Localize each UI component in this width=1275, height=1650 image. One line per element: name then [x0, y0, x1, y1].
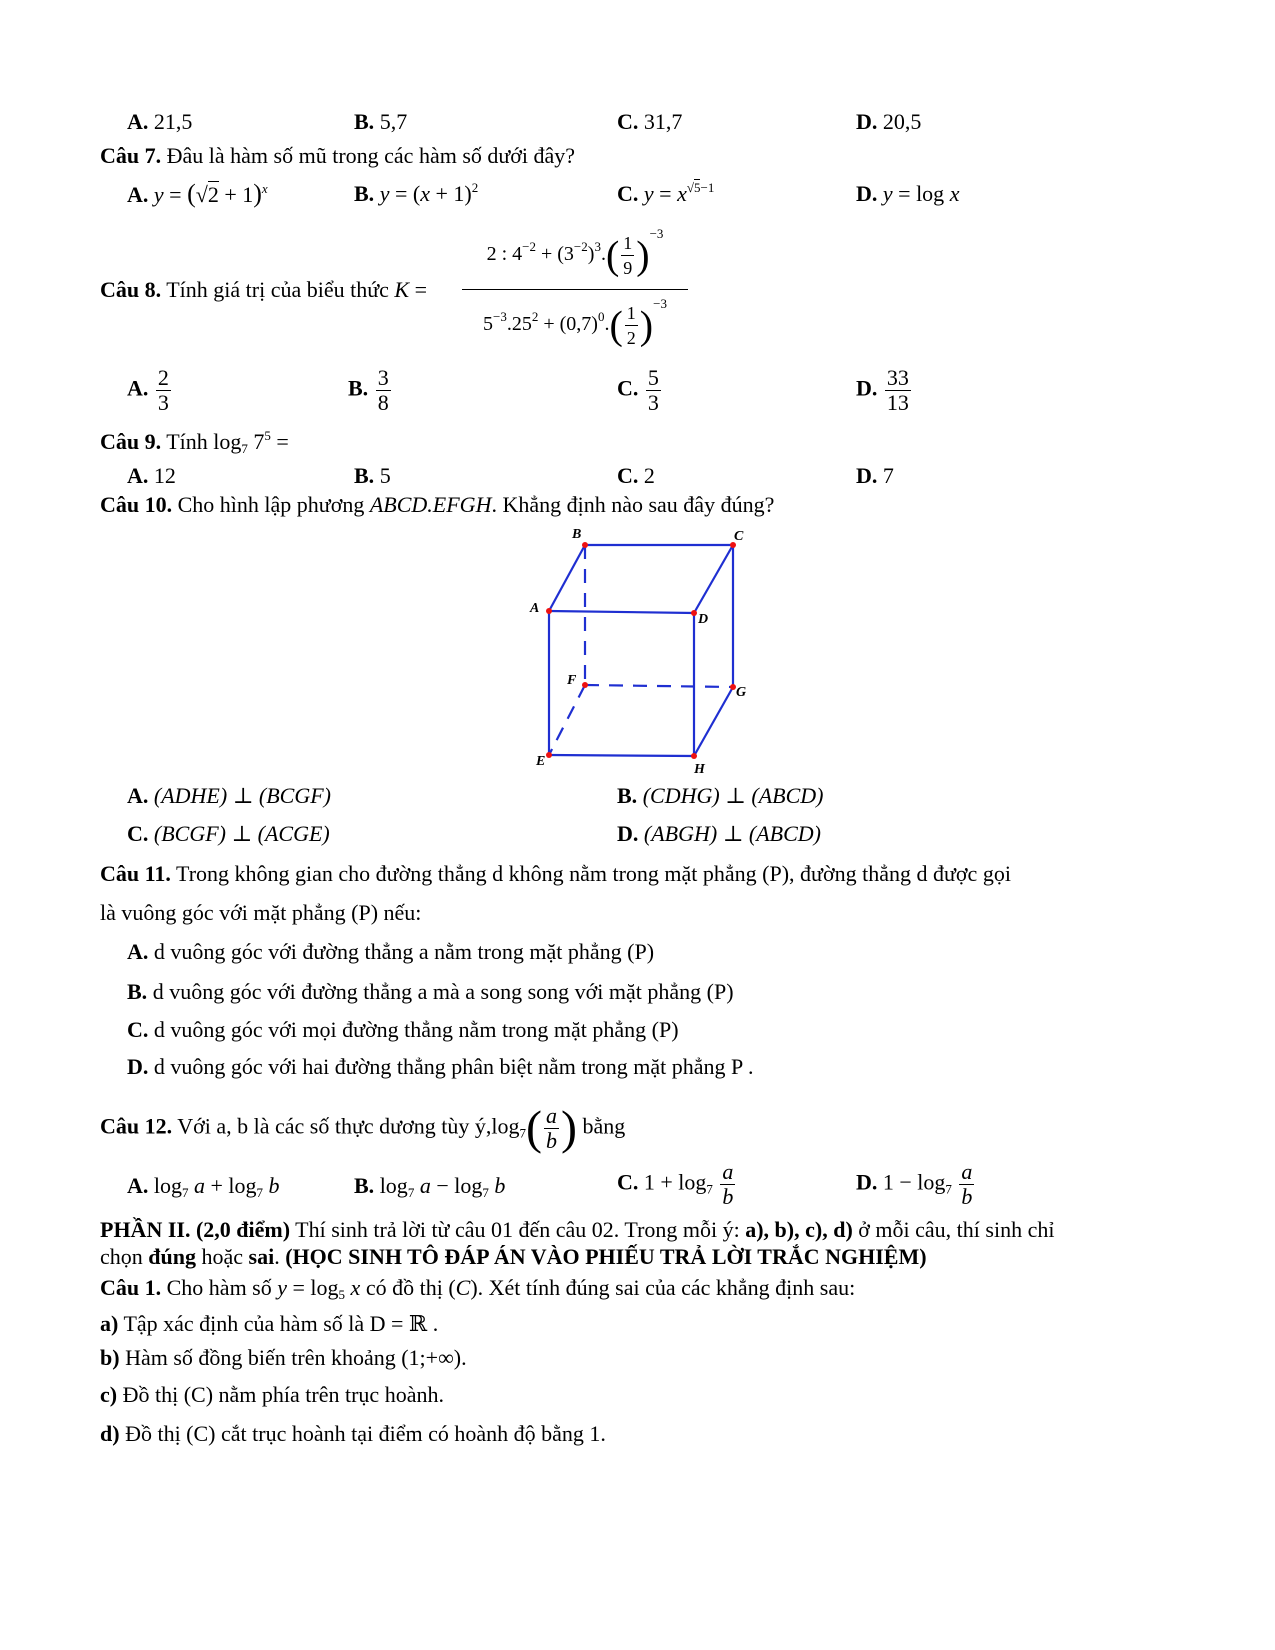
edge-AD: [549, 611, 694, 613]
q8-denominator: $5^{-3}.25^2 + (0,7)^0$.( $\frac{1}{2}$ )$^{-3}$: [483, 296, 667, 348]
q8-option-b: B. $\frac{3}{8}$: [348, 365, 389, 415]
q10-stem: Câu 10. Cho hình lập phương ABCD.EFGH. Khẳng định nào sau đây đúng?: [100, 492, 775, 517]
q12-option-c: C. $1 + \log_7$ $\frac{a}{b}$: [617, 1159, 734, 1209]
q11-option-d: D. d vuông góc với hai đường thẳng phân biệt nằm trong mặt phẳng P .: [127, 1054, 754, 1079]
q9-stem: Câu 9. Tính $\log_7 7^5$ =: [100, 428, 289, 456]
q10-option-b: B. (CDHG) ⊥ (ABCD): [617, 783, 824, 808]
q7-option-a: A. $y = (√2 + 1)^x$: [127, 179, 268, 208]
q10-shape-name: ABCD.EFGH: [369, 492, 492, 517]
part2-header-line2: chọn đúng hoặc sai. (HỌC SINH TÔ ĐÁP ÁN VÀO PHIẾU TRẢ LỜI TRẮC NGHIỆM): [100, 1244, 927, 1269]
vertex-H-dot: [691, 753, 697, 759]
q11-option-a: A. d vuông góc với đường thẳng a nằm trong mặt phẳng (P): [127, 939, 655, 964]
edge-HG: [694, 687, 733, 756]
q6-option-b-value: 5,7: [379, 109, 408, 134]
q10-label: Câu 10.: [100, 492, 173, 517]
q11-stem-line1: [100, 860, 1011, 888]
q12-label: Câu 12.: [100, 1113, 173, 1139]
vertex-E-label: E: [536, 754, 546, 769]
q7-text: Đâu là hàm số mũ trong các hàm số dưới đây?: [166, 143, 576, 168]
part2-header-line1: PHẦN II. (2,0 điểm) Thí sinh trả lời từ câu 01 đến câu 02. Trong mỗi ý: a), b), c), d) ở mỗi câu, thí sinh chỉ: [100, 1217, 1055, 1242]
p2q1-label: Câu 1.: [100, 1275, 162, 1300]
edge-AB: [549, 545, 585, 611]
q12-option-b: B. $\log_7 a - \log_7 b$: [354, 1173, 506, 1200]
p2q1-item-d: d) Đồ thị (C) cắt trục hoành tại điểm có hoành độ bằng 1.: [100, 1421, 606, 1446]
part2-instruction: (HỌC SINH TÔ ĐÁP ÁN VÀO PHIẾU TRẢ LỜI TRẮC NGHIỆM): [285, 1244, 927, 1269]
p2q1-item-b: b) Hàm số đồng biến trên khoảng (1;+∞).: [100, 1345, 467, 1370]
q7-option-c: C. $y = x^{√5-1}$: [617, 180, 715, 206]
q8-text: Tính giá trị của biểu thức: [166, 277, 389, 302]
q6-option-d: D. 20,5: [856, 109, 922, 134]
q6-option-d-value: 20,5: [882, 109, 922, 134]
edge-FG-hidden: [585, 685, 733, 687]
vertex-B-dot: [582, 542, 588, 548]
vertex-G-label: G: [736, 685, 747, 700]
p2q1-item-c: c) Đồ thị (C) nằm phía trên trục hoành.: [100, 1382, 444, 1407]
q9-text: Tính: [166, 429, 208, 454]
q12-stem: Câu 12. Với a, b là các số thực dương tùy $ý,\log_7$( $\frac{a}{b}$ ) bằng: [100, 1101, 626, 1155]
vertex-E-dot: [546, 752, 552, 758]
vertex-A-dot: [546, 608, 552, 614]
q12-option-d: D. $1 - \log_7$ $\frac{a}{b}$: [856, 1159, 973, 1209]
q9-label: Câu 9.: [100, 429, 162, 454]
q12-option-a: A. $\log_7 a + \log_7 b$: [127, 1173, 280, 1200]
q7-option-b: B. $y = (x + 1)^2$: [354, 180, 479, 206]
q9-option-b: B. 5: [354, 463, 391, 488]
vertex-B-label: B: [572, 527, 582, 542]
q9-option-c: C. 2: [617, 463, 655, 488]
edge-FE-hidden: [549, 685, 585, 755]
q8-numerator: 2 : $4^{-2} + (3^{-2})^3$.( $\frac{1}{9}$ )$^{-3}$: [486, 226, 664, 278]
q9-option-d: D. 7: [856, 463, 894, 488]
p2q1-item-a: a) Tập xác định của hàm số là D = ℝ .: [100, 1311, 439, 1336]
q6-option-c: C. 31,7: [617, 109, 683, 134]
q7-option-d: D. y = log x: [856, 181, 960, 206]
cube-diagram: [520, 522, 760, 778]
q11-option-c: C. d vuông góc với mọi đường thẳng nằm trong mặt phẳng (P): [127, 1017, 679, 1042]
q8-option-d: D. $\frac{33}{13}$: [856, 365, 909, 415]
q6-option-a: A. 21,5: [127, 109, 193, 134]
vertex-F-dot: [582, 682, 588, 688]
vertex-A-label: A: [530, 601, 540, 616]
vertex-C-label: C: [734, 529, 744, 544]
q6-option-c-value: 31,7: [643, 109, 683, 134]
q8-fraction-bar: [462, 289, 688, 290]
q7-label: Câu 7.: [100, 143, 162, 168]
q11-stem-line2: [100, 899, 421, 927]
q12-text-after: bằng: [582, 1113, 626, 1139]
edge-EH: [549, 755, 694, 756]
q9-option-a: A. 12: [127, 463, 176, 488]
edge-DC: [694, 545, 733, 613]
q11-option-b: B. d vuông góc với đường thẳng a mà a song song với mặt phẳng (P): [127, 979, 734, 1004]
q10-option-c: C. (BCGF) ⊥ (ACGE): [127, 821, 330, 846]
vertex-D-label: D: [698, 612, 709, 627]
vertex-F-label: F: [567, 673, 577, 688]
q6-option-a-value: 21,5: [153, 109, 193, 134]
q7-stem: [100, 142, 575, 170]
part2-title: PHẦN II. (2,0 điểm): [100, 1217, 291, 1242]
q8-stem: Câu 8. Tính giá trị của biểu thức K =: [100, 277, 428, 302]
p2q1-stem: Câu 1. Cho hàm số $y = \log_5 x$ có đồ thị (C). Xét tính đúng sai của các khẳng định sau:: [100, 1275, 856, 1302]
vertex-H-label: H: [694, 762, 705, 777]
q10-option-d: D. (ABGH) ⊥ (ABCD): [617, 821, 821, 846]
q11-text-line1: Trong không gian cho đường thẳng d không nằm trong mặt phẳng (P), đường thẳng d được gọi: [176, 861, 1011, 886]
q11-text-line2: là vuông góc với mặt phẳng (P) nếu:: [100, 900, 422, 925]
q6-option-b: B. 5,7: [354, 109, 408, 134]
q8-option-c: C. $\frac{5}{3}$: [617, 365, 659, 415]
vertex-D-dot: [691, 610, 697, 616]
q8-label: Câu 8.: [100, 277, 162, 302]
q11-label: Câu 11.: [100, 861, 171, 886]
q8-option-a: A. $\frac{2}{3}$: [127, 365, 169, 415]
q12-text: Với a, b là các số thực dương tùy ý,: [177, 1113, 492, 1139]
q10-option-a: A. (ADHE) ⊥ (BCGF): [127, 783, 331, 808]
